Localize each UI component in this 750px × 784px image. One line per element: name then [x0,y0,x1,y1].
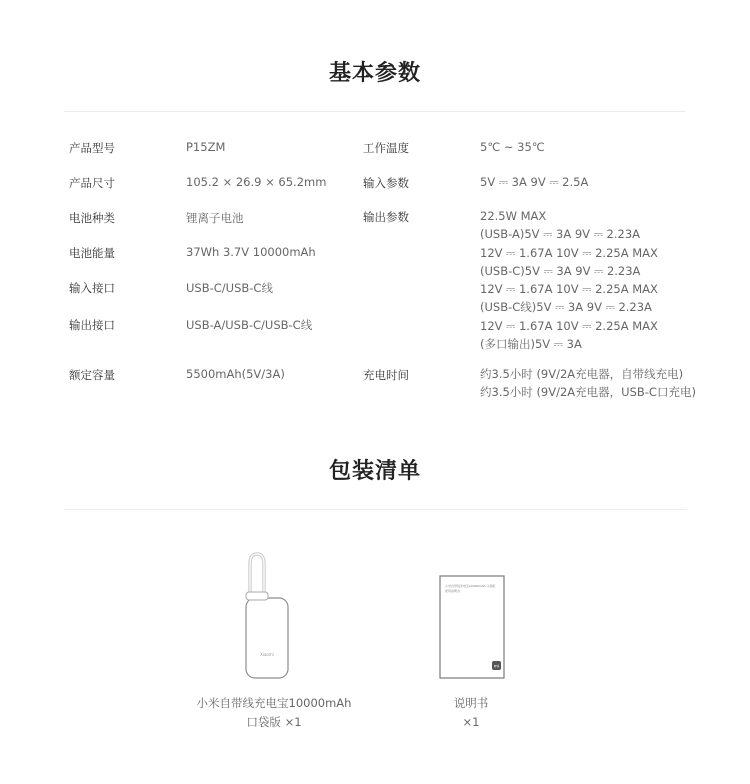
manual-cover-subtitle: 使用说明书 [445,589,461,593]
divider [64,509,686,510]
param-label-battery-energy: 电池能量 [69,246,115,260]
manual-icon [439,575,505,679]
package-title: 包装清单 [328,459,421,484]
manual-cover-title: 小米自带线充电宝10000mAh 口袋版 [445,584,496,588]
param-value-temperature: 5℃ ~ 35℃ [480,140,545,154]
param-value-input-port: USB-C/USB-C线 [186,281,273,295]
package-item-manual [421,694,521,732]
param-label-battery-type: 电池种类 [69,211,115,225]
divider [64,111,686,112]
param-value-output [480,207,658,353]
param-value-rated-capacity: 5500mAh(5V/3A) [186,367,285,381]
manual-mi-logo: mi [493,664,500,670]
output-line: (多口输出)5V ⎓ 3A [480,337,582,352]
power-bank-icon [232,550,292,682]
param-value-charge-time [480,365,696,401]
param-label-size: 产品尺寸 [69,176,115,190]
output-line: (USB-C线)5V ⎓ 3A 9V ⎓ 2.23A [480,300,652,315]
power-bank-brand-text: Xiaomi [260,652,274,657]
param-label-output: 输出参数 [363,210,409,224]
output-line: 12V ⎓ 1.67A 10V ⎓ 2.25A MAX [480,245,658,260]
param-label-input-port: 输入接口 [69,281,115,295]
param-label-charge-time: 充电时间 [363,368,409,382]
output-line: 12V ⎓ 1.67A 10V ⎓ 2.25A MAX [480,318,658,333]
basic-params-title: 基本参数 [328,61,421,86]
output-line: (USB-A)5V ⎓ 3A 9V ⎓ 2.23A [480,227,640,242]
package-item-power-bank [174,694,374,732]
output-line: 22.5W MAX [480,209,547,223]
param-value-size: 105.2 × 26.9 × 65.2mm [186,175,327,189]
param-label-temperature: 工作温度 [363,141,409,155]
package-item-quantity: ×1 [462,715,480,729]
charge-line: 约3.5小时 (9V/2A充电器，自带线充电) [480,367,684,381]
charge-line: 约3.5小时 (9V/2A充电器，USB-C口充电) [480,385,696,399]
param-value-input: 5V ⎓ 3A 9V ⎓ 2.5A [480,175,589,189]
param-value-battery-type: 锂离子电池 [186,211,244,225]
param-value-output-port: USB-A/USB-C/USB-C线 [186,318,313,332]
param-label-model: 产品型号 [69,141,115,155]
output-line: (USB-C)5V ⎓ 3A 9V ⎓ 2.23A [480,263,641,278]
param-value-battery-energy: 37Wh 3.7V 10000mAh [186,245,316,259]
param-label-output-port: 输出接口 [69,318,115,332]
package-item-name: 说明书 [453,696,489,710]
param-value-model: P15ZM [186,140,226,154]
param-label-rated-capacity: 额定容量 [69,368,115,382]
param-label-input: 输入参数 [363,176,409,190]
package-item-name: 小米自带线充电宝10000mAh [196,696,352,710]
package-item-quantity: 口袋版 ×1 [246,715,302,729]
output-line: 12V ⎓ 1.67A 10V ⎓ 2.25A MAX [480,282,658,297]
